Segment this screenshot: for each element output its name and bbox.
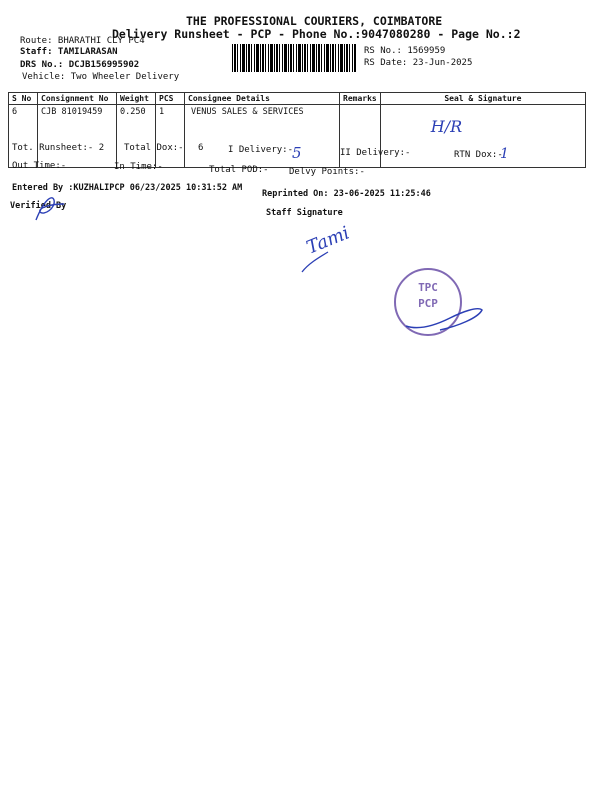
col-pcs: PCS [156, 93, 185, 105]
i-delivery-label: I Delivery:- [228, 145, 294, 155]
cell-pcs: 1 [156, 105, 185, 168]
staff-signature-label: Staff Signature [266, 208, 343, 218]
cell-weight: 0.250 [117, 105, 156, 168]
rs-number: RS No.: 1569959 [364, 46, 446, 56]
col-seal: Seal & Signature [380, 93, 585, 105]
total-dox-label: Total Dox:- [124, 143, 184, 153]
table-header-row [9, 93, 586, 105]
verified-signature-mark [30, 190, 70, 224]
out-time-label: Out Time:- [12, 161, 67, 171]
verified-by-label: Verified By [10, 201, 67, 211]
i-delivery-handwriting: 5 [292, 144, 302, 162]
reprinted-on: Reprinted On: 23-06-2025 11:25:46 [262, 189, 431, 199]
delvy-points-label: Delvy Points:- [289, 167, 365, 177]
route-label: Route: BHARATHI CLY PC4 [20, 36, 145, 46]
drs-number: DRS No.: DCJB156995902 [20, 60, 140, 70]
col-weight: Weight [117, 93, 156, 105]
runsheet-subtitle: Delivery Runsheet - PCP - Phone No.:9047080280 - Page No.:2 [112, 27, 521, 41]
staff-signature-ink: Tami [303, 222, 353, 259]
barcode-image [232, 44, 356, 72]
stamp-line-1: TPC [418, 281, 438, 294]
cell-consignee: VENUS SALES & SERVICES [185, 105, 340, 168]
rtn-dox-handwriting: 1 [500, 146, 509, 162]
entered-by: Entered By :KUZHALIPCP 06/23/2025 10:31:52 AM [12, 183, 243, 193]
rtn-dox-label: RTN Dox:- [454, 150, 503, 160]
cell-consignment: CJB 81019459 [38, 105, 117, 168]
stamp-line-2: PCP [418, 297, 438, 310]
total-dox-value: 6 [198, 143, 204, 153]
col-consignment: Consignment No [38, 93, 117, 105]
staff-label: Staff: TAMILARASAN [20, 47, 118, 57]
col-consignee: Consignee Details [185, 93, 340, 105]
signature-underline [298, 238, 348, 278]
seal-handwriting: H/R [430, 117, 463, 136]
ii-delivery-label: II Delivery:- [340, 148, 411, 158]
total-pod-label: Total POD:- [209, 165, 269, 175]
cell-remarks [340, 105, 381, 168]
rs-date: RS Date: 23-Jun-2025 [364, 58, 473, 68]
stamp-signature-stroke [404, 296, 484, 336]
in-time-label: In Time:- [114, 162, 163, 172]
tot-runsheet: Tot. Runsheet:- 2 [12, 143, 105, 153]
col-remarks: Remarks [340, 93, 381, 105]
col-sno: S No [9, 93, 38, 105]
company-name: THE PROFESSIONAL COURIERS, COIMBATORE [186, 14, 443, 28]
cell-sno: 6 [9, 105, 38, 168]
vehicle-label: Vehicle: Two Wheeler Delivery [22, 72, 180, 82]
